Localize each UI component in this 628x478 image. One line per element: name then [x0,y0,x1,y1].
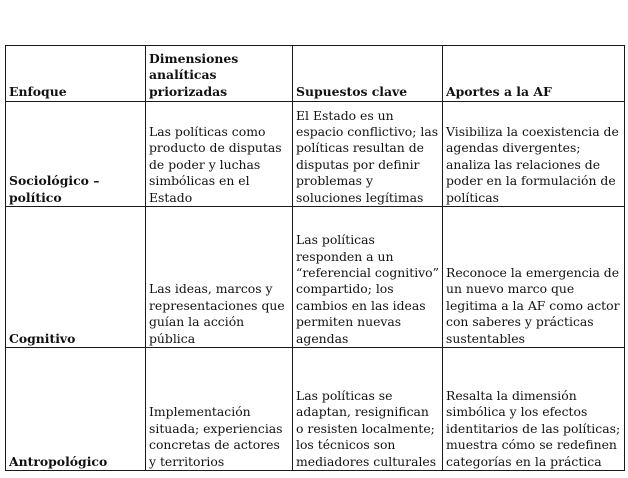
table-row [6,207,625,348]
cell-enfoque: Sociológico – político [6,102,146,207]
header-row [6,46,625,102]
cell-enfoque: Antropológico [6,348,146,471]
cell-dimensiones: Las ideas, marcos y representaciones que guían la acción pública [146,207,293,348]
header-enfoque: Enfoque [6,46,146,102]
cell-aportes: Reconoce la emergencia de un nuevo marco que legitima a la AF como actor con saberes y prácticas sustentables [443,207,625,348]
cell-supuestos: Las políticas responden a un “referencial cognitivo” compartido; los cambios en las ideas permiten nuevas agendas [293,207,443,348]
cell-enfoque: Cognitivo [6,207,146,348]
cell-dimensiones: Implementación situada; experiencias concretas de actores y territorios [146,348,293,471]
cell-aportes: Visibiliza la coexistencia de agendas divergentes; analiza las relaciones de poder en la formulación de políticas [443,102,625,207]
cell-dimensiones: Las políticas como producto de disputas de poder y luchas simbólicas en el Estado [146,102,293,207]
approaches-table [5,45,625,471]
cell-supuestos: Las políticas se adaptan, resignifican o resisten localmente; los técnicos son mediadores culturales [293,348,443,471]
cell-aportes: Resalta la dimensión simbólica y los efectos identitarios de las políticas; muestra cómo se redefinen categorías en la práctica [443,348,625,471]
header-dimensiones: Dimensiones analíticas priorizadas [146,46,293,102]
cell-supuestos: El Estado es un espacio conflictivo; las políticas resultan de disputas por definir problemas y soluciones legítimas [293,102,443,207]
table-row [6,102,625,207]
table-row [6,348,625,471]
header-supuestos: Supuestos clave [293,46,443,102]
header-aportes: Aportes a la AF [443,46,625,102]
